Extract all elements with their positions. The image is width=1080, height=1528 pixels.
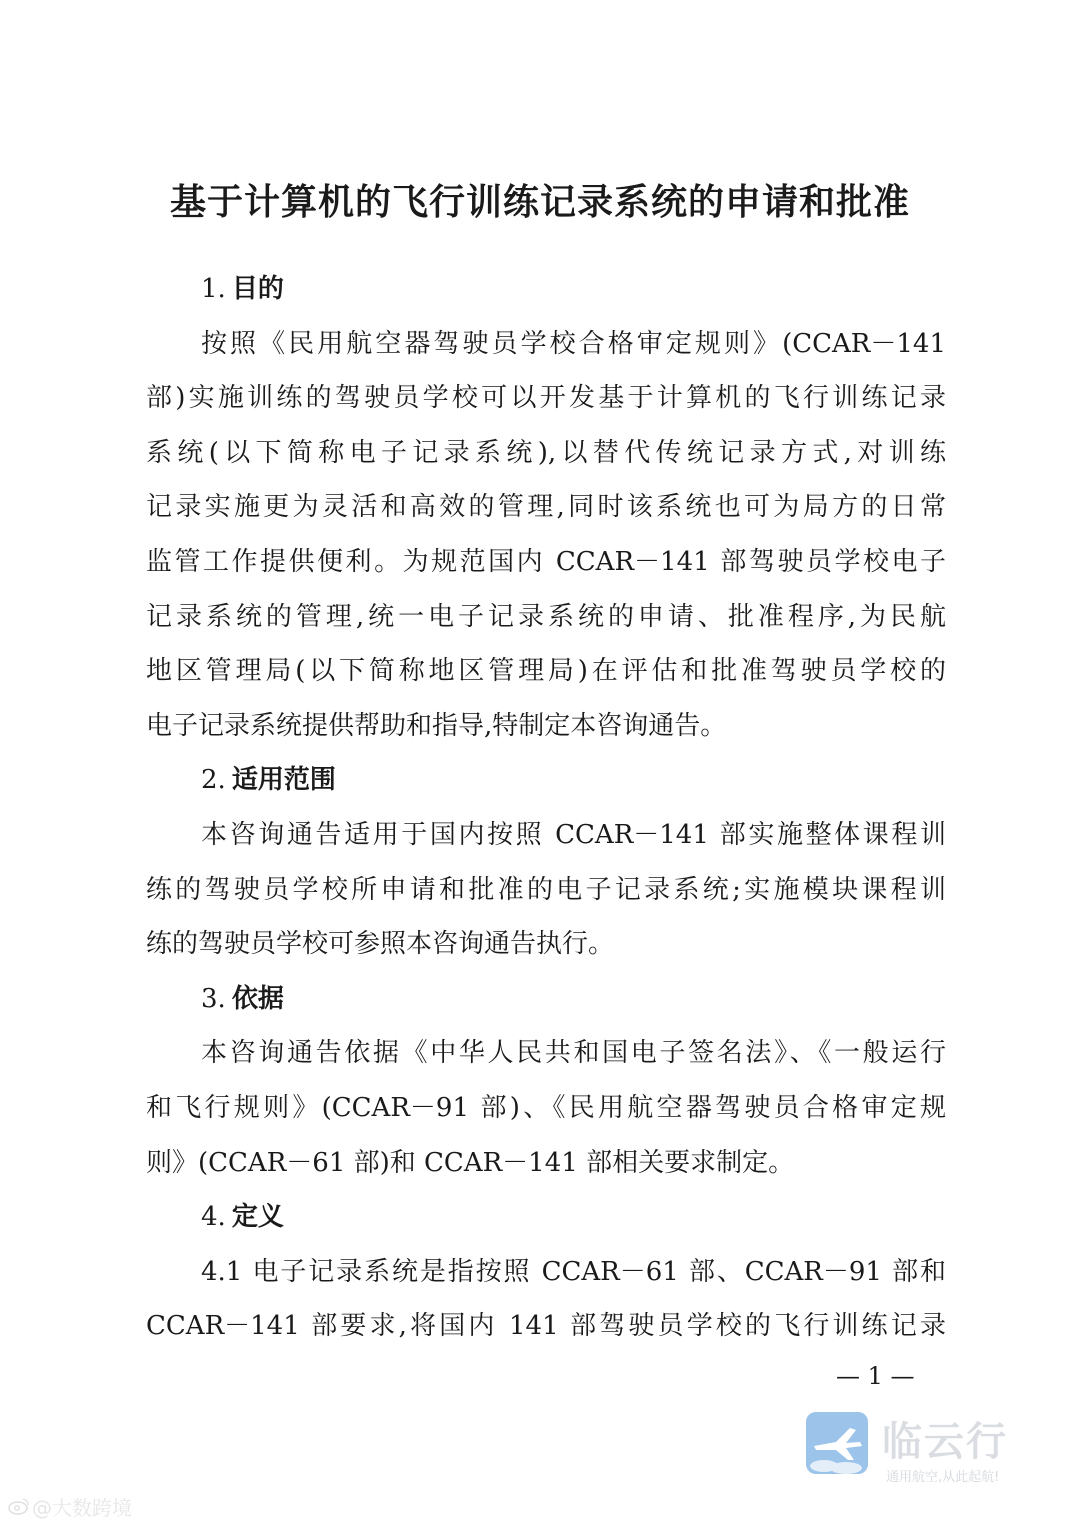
section-heading-text: 定义 xyxy=(231,1202,284,1233)
brand-slogan: 通用航空,从此起航! xyxy=(886,1470,1000,1485)
paragraph-line: 电子记录系统提供帮助和指导,特制定本咨询通告。 xyxy=(146,710,727,741)
paragraph-line: 部)实施训练的驾驶员学校可以开发基于计算机的飞行训练记录 xyxy=(146,383,946,414)
paragraph-line: 地区管理局(以下简称地区管理局)在评估和批准驾驶员学校的 xyxy=(146,656,946,687)
weibo-icon xyxy=(8,1497,30,1520)
paragraph-line: 监管工作提供便利。为规范国内 CCAR－141 部驾驶员学校电子 xyxy=(146,546,946,577)
plane-logo-icon xyxy=(806,1412,868,1474)
section-heading-text: 目的 xyxy=(231,274,284,304)
section-heading-scope xyxy=(146,753,946,808)
brand-watermark xyxy=(806,1408,1038,1492)
paragraph-line: 本咨询通告适用于国内按照 CCAR－141 部实施整体课程训 xyxy=(201,819,946,850)
paragraph-line: 4.1 电子记录系统是指按照 CCAR－61 部、CCAR－91 部和 xyxy=(201,1256,946,1287)
paragraph-line: 练的驾驶员学校可参照本咨询通告执行。 xyxy=(146,929,615,960)
paragraph-line: 本咨询通告依据《中华人民共和国电子签名法》、《一般运行 xyxy=(201,1038,946,1069)
document-body xyxy=(146,262,946,1354)
section-number: 3. xyxy=(201,983,226,1014)
section-number: 1. xyxy=(201,274,226,304)
page-number: — 1 — xyxy=(836,1362,915,1390)
section-number: 2. xyxy=(201,765,226,796)
document-title: 基于计算机的飞行训练记录系统的申请和批准 xyxy=(169,182,910,223)
paragraph-line: 系统(以下简称电子记录系统),以替代传统记录方式,对训练 xyxy=(146,437,946,468)
weibo-watermark xyxy=(8,1492,132,1522)
section-heading-basis xyxy=(146,972,946,1027)
paragraph-line: 和飞行规则》(CCAR－91 部)、《民用航空器驾驶员合格审定规 xyxy=(146,1092,946,1123)
paragraph-line: 记录系统的管理,统一电子记录系统的申请、批准程序,为民航 xyxy=(146,601,946,632)
paragraph-line: 则》(CCAR－61 部)和 CCAR－141 部相关要求制定。 xyxy=(146,1147,795,1178)
section-heading-text: 依据 xyxy=(231,983,284,1014)
paragraph-line: 练的驾驶员学校所申请和批准的电子记录系统;实施模块课程训 xyxy=(146,874,946,905)
section-number: 4. xyxy=(201,1202,226,1233)
brand-name: 临云行 xyxy=(882,1419,1008,1465)
section-heading-purpose xyxy=(146,262,946,317)
paragraph-line: 按照《民用航空器驾驶员学校合格审定规则》(CCAR－141 xyxy=(201,328,946,359)
section-heading-text: 适用范围 xyxy=(231,765,336,796)
section-heading-definitions xyxy=(146,1190,946,1245)
paragraph-line: 记录实施更为灵活和高效的管理,同时该系统也可为局方的日常 xyxy=(146,492,946,523)
weibo-prefix: @ xyxy=(32,1496,52,1520)
weibo-handle: 大数跨境 xyxy=(52,1496,132,1520)
paragraph-line: CCAR－141 部要求,将国内 141 部驾驶员学校的飞行训练记录 xyxy=(146,1311,946,1342)
